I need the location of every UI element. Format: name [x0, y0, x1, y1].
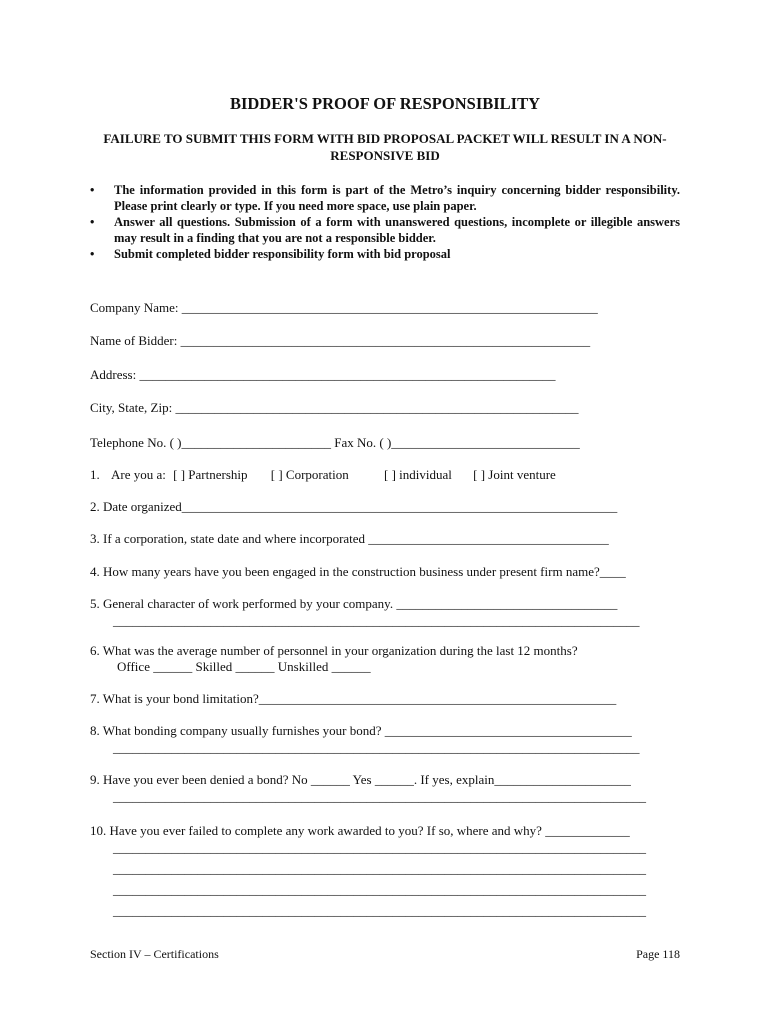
instruction-item [90, 246, 680, 262]
question-6: 6. What was the average number of personnel in your organization during the last 12 months? [90, 643, 578, 658]
instruction-item [90, 182, 680, 214]
answer-line[interactable]: __________________________________________________________________________________ [113, 861, 646, 876]
option-corporation[interactable]: [ ] Corporation [270, 467, 349, 482]
footer-section: Section IV – Certifications [90, 947, 219, 961]
question-10[interactable]: 10. Have you ever failed to complete any work awarded to you? If so, where and why? _____________ [90, 823, 630, 838]
question-4[interactable]: 4. How many years have you been engaged in the construction business under present firm name?____ [90, 564, 626, 579]
page-title: BIDDER'S PROOF OF RESPONSIBILITY [229, 94, 541, 113]
answer-line[interactable]: _________________________________________________________________________________ [113, 613, 640, 628]
question-3[interactable]: 3. If a corporation, state date and where incorporated _____________________________________ [90, 531, 609, 546]
instructions-list [90, 182, 680, 262]
instruction-text: Submit completed bidder responsibility form with bid proposal [114, 247, 451, 261]
answer-line[interactable]: __________________________________________________________________________________ [113, 882, 646, 897]
question-9[interactable]: 9. Have you ever been denied a bond? No ______ Yes ______. If yes, explain_____________________ [90, 772, 631, 787]
answer-line[interactable]: _________________________________________________________________________________ [113, 740, 640, 755]
bidder-name-field[interactable]: Name of Bidder: _______________________________________________________________ [90, 333, 591, 348]
address-field[interactable]: Address: ________________________________________________________________ [90, 367, 556, 382]
phone-fax-field[interactable]: Telephone No. ( )_______________________ Fax No. ( )_____________________________ [90, 435, 580, 450]
bullet-icon: • [90, 247, 95, 261]
footer-page-number: Page 118 [636, 947, 680, 961]
answer-line[interactable]: __________________________________________________________________________________ [113, 903, 646, 918]
question-number: 1. [90, 467, 100, 482]
instruction-text: Answer all questions. Submission of a form with unanswered questions, incomplete or illegible answers may result in a finding that you are not a responsible bidder. [114, 215, 680, 245]
instruction-text: The information provided in this form is part of the Metro’s inquiry concerning bidder responsibility. Please print clearly or type. If you need more space, use plain paper. [114, 183, 680, 213]
option-partnership[interactable]: [ ] Partnership [173, 467, 248, 482]
city-state-zip-field[interactable]: City, State, Zip: ______________________________________________________________ [90, 400, 579, 415]
question-1 [90, 467, 556, 483]
warning-notice: FAILURE TO SUBMIT THIS FORM WITH BID PROPOSAL PACKET WILL RESULT IN A NON-RESPONSIVE BID [103, 131, 667, 163]
company-name-field[interactable]: Company Name: ________________________________________________________________ [90, 300, 598, 315]
bullet-icon: • [90, 183, 95, 197]
question-label: Are you a: [111, 467, 166, 482]
instruction-item [90, 214, 680, 246]
personnel-fields[interactable]: Office ______ Skilled ______ Unskilled ______ [117, 659, 371, 674]
option-joint-venture[interactable]: [ ] Joint venture [473, 467, 556, 482]
answer-line[interactable]: __________________________________________________________________________________ [113, 789, 646, 804]
question-5[interactable]: 5. General character of work performed by your company. __________________________________ [90, 596, 618, 611]
question-7[interactable]: 7. What is your bond limitation?_______________________________________________________ [90, 691, 617, 706]
answer-line[interactable]: __________________________________________________________________________________ [113, 840, 646, 855]
bullet-icon: • [90, 215, 95, 229]
question-2[interactable]: 2. Date organized___________________________________________________________________ [90, 499, 618, 514]
option-individual[interactable]: [ ] individual [383, 467, 452, 482]
question-8[interactable]: 8. What bonding company usually furnishes your bond? ______________________________________ [90, 723, 632, 738]
